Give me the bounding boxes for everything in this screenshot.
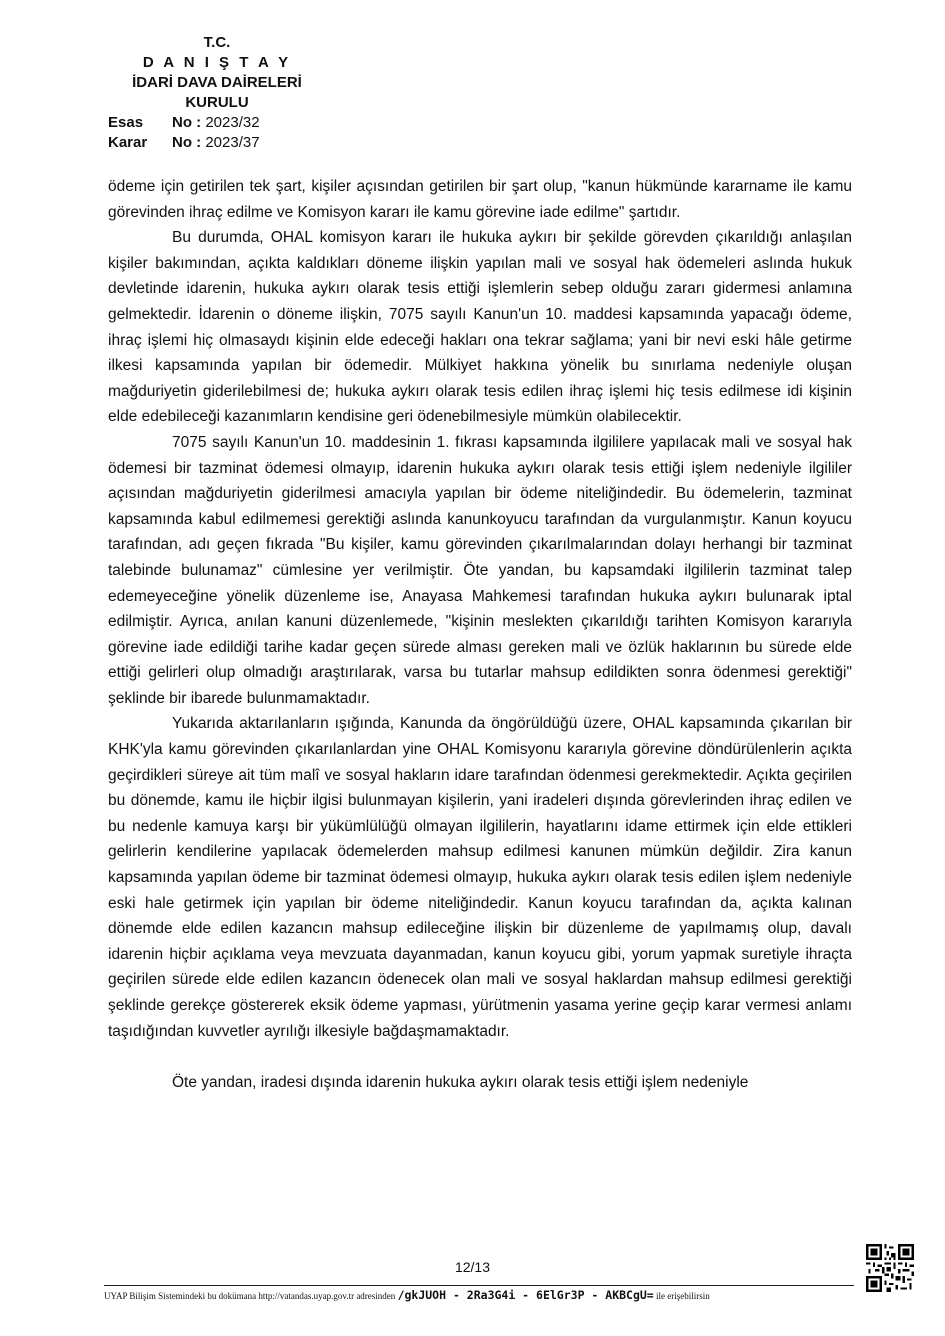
header-daire: İDARİ DAVA DAİRELERİ (132, 74, 302, 91)
karar-no-label: No : (172, 134, 202, 151)
verification-code: /gkJUOH - 2Ra3G4i - 6ElGr3P - AKBCgU= (397, 1288, 654, 1302)
header-tc: T.C. (203, 34, 231, 51)
footer-divider (104, 1285, 854, 1286)
paragraph-4: Yukarıda aktarılanların ışığında, Kanunda da öngörüldüğü üzere, OHAL kapsamında çıkarılan bir KHK'yla kamu görevinden çıkarılanlardan yine OHAL Komisyonu kararıyla görevine döndürülenlerin açıkta geçirdikleri süreye ait tüm malî ve sosyal hakların idare tarafından ödenmesi gerekmektedir. Açıkta geçirilen bu dönemde, kamu ile hiçbir ilgisi bulunmayan kişilerin, yani iradeleri dışında görevlerinden ihraç edilen ve bu nedenle kamuya karşı bir yükümlülüğü olmayan ilgililerin, hayatlarını idame ettirmek için elde ettikleri gelirlerin kendilerine yapılacak ödemelerden mahsup edilmesi kanunen mümkün değildir. Zira kanun kapsamında yapılan ödeme bir tazminat ödemesi olmayıp, hukuka aykırı olarak tesis edilen işlem nedeniyle eski hale getirmek için yapılan bir ödeme niteliğindedir. Kanun koyucu tarafından da, açıkta kalınan dönemde elde edilen kazancın mahsup edileceğine ilişkin bir düzenleme de yapılmamış olup, davalı idarenin hiçbir açıklama veya mevzuata dayanmadan, kanun koyucu gibi, yorum yapmak suretiyle ihraçta geçirilen sürede elde edilen kazancın ödenecek olan mali ve sosyal haklardan mahsup edilmesi gerektiği şeklinde gerekçe göstererek eksik ödeme yapması, yürütmenin yasama yerine geçip karar vermesi anlamı taşıdığından kuvvetler ayrılığı ilkesiyle bağdaşmamaktadır. (108, 715, 852, 1040)
paragraph-5: Öte yandan, iradesi dışında idarenin hukuka aykırı olarak tesis ettiği işlem nedeniyle (172, 1074, 749, 1092)
esas-row (108, 113, 328, 133)
footer (104, 1288, 864, 1302)
esas-no-label: No : (172, 114, 202, 131)
header-danistay: D A N I Ş T A Y (142, 54, 292, 71)
esas-value: 2023/32 (205, 114, 260, 131)
esas-label: Esas (108, 114, 144, 131)
karar-row (108, 133, 328, 153)
paragraph-3: 7075 sayılı Kanun'un 10. maddesinin 1. fıkrası kapsamında ilgililere yapılacak mali ve sosyal hak ödemesi bir tazminat ödemesi olmayıp, idarenin hukuka aykırı olarak tesis ettiği işlem nedeniyle ilgililer açısından mağduriyetin giderilmesi amacıyla yapılan bir ödeme niteliğindedir. Bu ödemelerin, tazminat kapsamında kabul edilmemesi gerektiği aslında kanunkoyucu tarafından da vurgulanmıştır. Kanun koyucu tarafından, adı geçen fıkrada "Bu kişiler, kamu görevinden çıkarılmalarından dolayı herhangi bir tazminat talebinde bulunamaz" cümlesine yer verilmiştir. Öte yandan, bu kapsamdaki ilgililerin tazminat talep edemeyeceğine yönelik düzenleme ise, Anayasa Mahkemesi tarafından hukuka aykırı bulunarak iptal edilmiştir. Ayrıca, anılan kanuni düzenlemede, "kişinin meslekten çıkarıldığı tarihten Komisyon kararıyla görevine iade edildiği tarihe kadar geçen sürede alması gereken mali ve özlük haklarının bu sürede elde ettiği gelirleri olup olmadığı araştırılarak, varsa bu tutarlar mahsup edildikten sonra ödenmesi gerektiği" şeklinde bir ibarede bulunmamaktadır. (108, 433, 852, 707)
document-body (108, 174, 852, 1096)
paragraph-2: Bu durumda, OHAL komisyon kararı ile hukuka aykırı bir şekilde görevden çıkarıldığı anlaşılan kişiler bakımından, açıkta kaldıkları döneme ilişkin yapılan mali ve sosyal hak ödemeleri aslında hukuk devletinde idarenin, hukuka aykırı olarak tesis ettiği işlemlerin sebep olduğu zararı gidermesi anlamına gelmektedir. İdarenin o döneme ilişkin, 7075 sayılı Kanun'un 10. maddesi kapsamında yapacağı ödeme, ihraç işlemi hiç olmasaydı kişinin elde edeceği hakları ona tekrar sağlama; yani bir nevi eski hâle getirme ilkesi kapsamında yapılan bir ödemedir. Mülkiyet hakkına yönelik bu sınırlama nedeniyle oluşan mağduriyetin giderilebilmesi de; hukuka aykırı olarak tesis edilen ihraç işlemi hiç tesis edilmese idi kişinin elde edebileceği kazanımların kendisine geri ödenebilmesiyle mümkün olabilecektir. (108, 229, 852, 426)
header-kurulu: KURULU (185, 94, 249, 111)
footer-text-end: ile erişebilirsin (656, 1291, 710, 1301)
document-header (108, 33, 328, 153)
paragraph-1: ödeme için getirilen tek şart, kişiler açısından getirilen bir şart olup, "kanun hükmünde kararname ile kamu görevinden ihraç edilme ve Komisyon kararı ile kamu görevine iade edilme" şartıdır. (108, 178, 852, 221)
page-number: 12/13 (454, 1259, 491, 1275)
footer-text: UYAP Bilişim Sistemindeki bu dokümana http://vatandas.uyap.gov.tr adresinden (104, 1291, 396, 1301)
karar-label: Karar (108, 134, 148, 151)
karar-value: 2023/37 (205, 134, 260, 151)
qr-code (866, 1244, 914, 1292)
